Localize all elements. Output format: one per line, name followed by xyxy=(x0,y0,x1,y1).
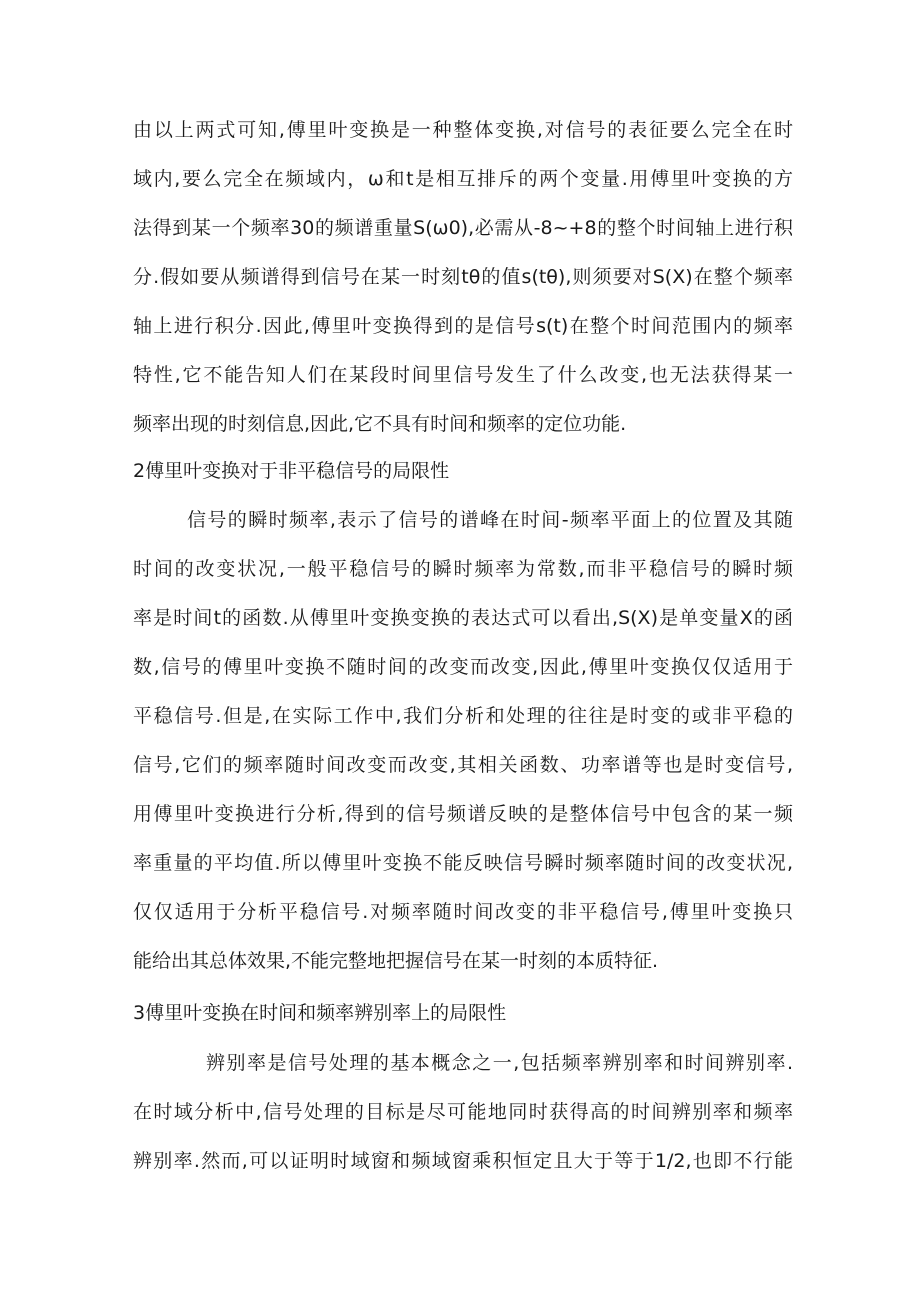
section-heading-3: 3傅里叶变换在时间和频率辨别率上的局限性 xyxy=(133,1002,507,1024)
para1-line-5: 轴上进行积分.因此,傅里叶变换得到的是信号s(t)在整个时间范围内的频率 xyxy=(133,315,793,337)
para3-line-1: 辨别率是信号处理的基本概念之一,包括频率辨别率和时间辨别率. xyxy=(206,1052,793,1074)
para2-line-9: 仅仅适用于分析平稳信号.对频率随时间改变的非平稳信号,傅里叶变换只 xyxy=(133,901,793,923)
para2-line-4: 数,信号的傅里叶变换不随时间的改变而改变,因此,傅里叶变换仅仅适用于 xyxy=(133,656,793,678)
para1-line-4: 分.假如要从频谱得到信号在某一时刻tθ的值s(tθ),则须要对S(X)在整个频率 xyxy=(133,266,793,288)
para1-line-3: 法得到某一个频率30的频谱重量S(ω0),必需从-8~+8的整个时间轴上进行积 xyxy=(133,217,793,239)
para2-line-7: 用傅里叶变换进行分析,得到的信号频谱反映的是整体信号中包含的某一频 xyxy=(133,803,793,825)
para1-line-1: 由以上两式可知,傅里叶变换是一种整体变换,对信号的表征要么完全在时 xyxy=(133,119,793,141)
para3-line-3: 辨别率.然而,可以证明时域窗和频域窗乘积恒定且大于等于1/2,也即不行能 xyxy=(133,1150,793,1172)
para1-line-7: 频率出现的时刻信息,因此,它不具有时间和频率的定位功能. xyxy=(133,413,627,435)
para2-line-8: 率重量的平均值.所以傅里叶变换不能反映信号瞬时频率随时间的改变状况, xyxy=(133,852,793,874)
para1-line-2: 域内,要么完全在频域内，ω和t是相互排斥的两个变量.用傅里叶变换的方 xyxy=(133,168,793,190)
para3-line-2: 在时域分析中,信号处理的目标是尽可能地同时获得高的时间辨别率和频率 xyxy=(133,1101,793,1123)
para2-line-2: 时间的改变状况,一般平稳信号的瞬时频率为常数,而非平稳信号的瞬时频 xyxy=(133,558,793,580)
para2-line-1: 信号的瞬时频率,表示了信号的谱峰在时间-频率平面上的位置及其随 xyxy=(187,509,793,531)
section-heading-2: 2傅里叶变换对于非平稳信号的局限性 xyxy=(133,460,450,482)
para1-line-6: 特性,它不能告知人们在某段时间里信号发生了什么改变,也无法获得某一 xyxy=(133,364,793,386)
para2-line-3: 率是时间t的函数.从傅里叶变换变换的表达式可以看出,S(X)是单变量X的函 xyxy=(133,607,793,629)
para2-line-10: 能给出其总体效果,不能完整地把握信号在某一时刻的本质特征. xyxy=(133,950,659,972)
para2-line-6: 信号,它们的频率随时间改变而改变,其相关函数、功率谱等也是时变信号, xyxy=(133,754,793,776)
para2-line-5: 平稳信号.但是,在实际工作中,我们分析和处理的往往是时变的或非平稳的 xyxy=(133,705,793,727)
